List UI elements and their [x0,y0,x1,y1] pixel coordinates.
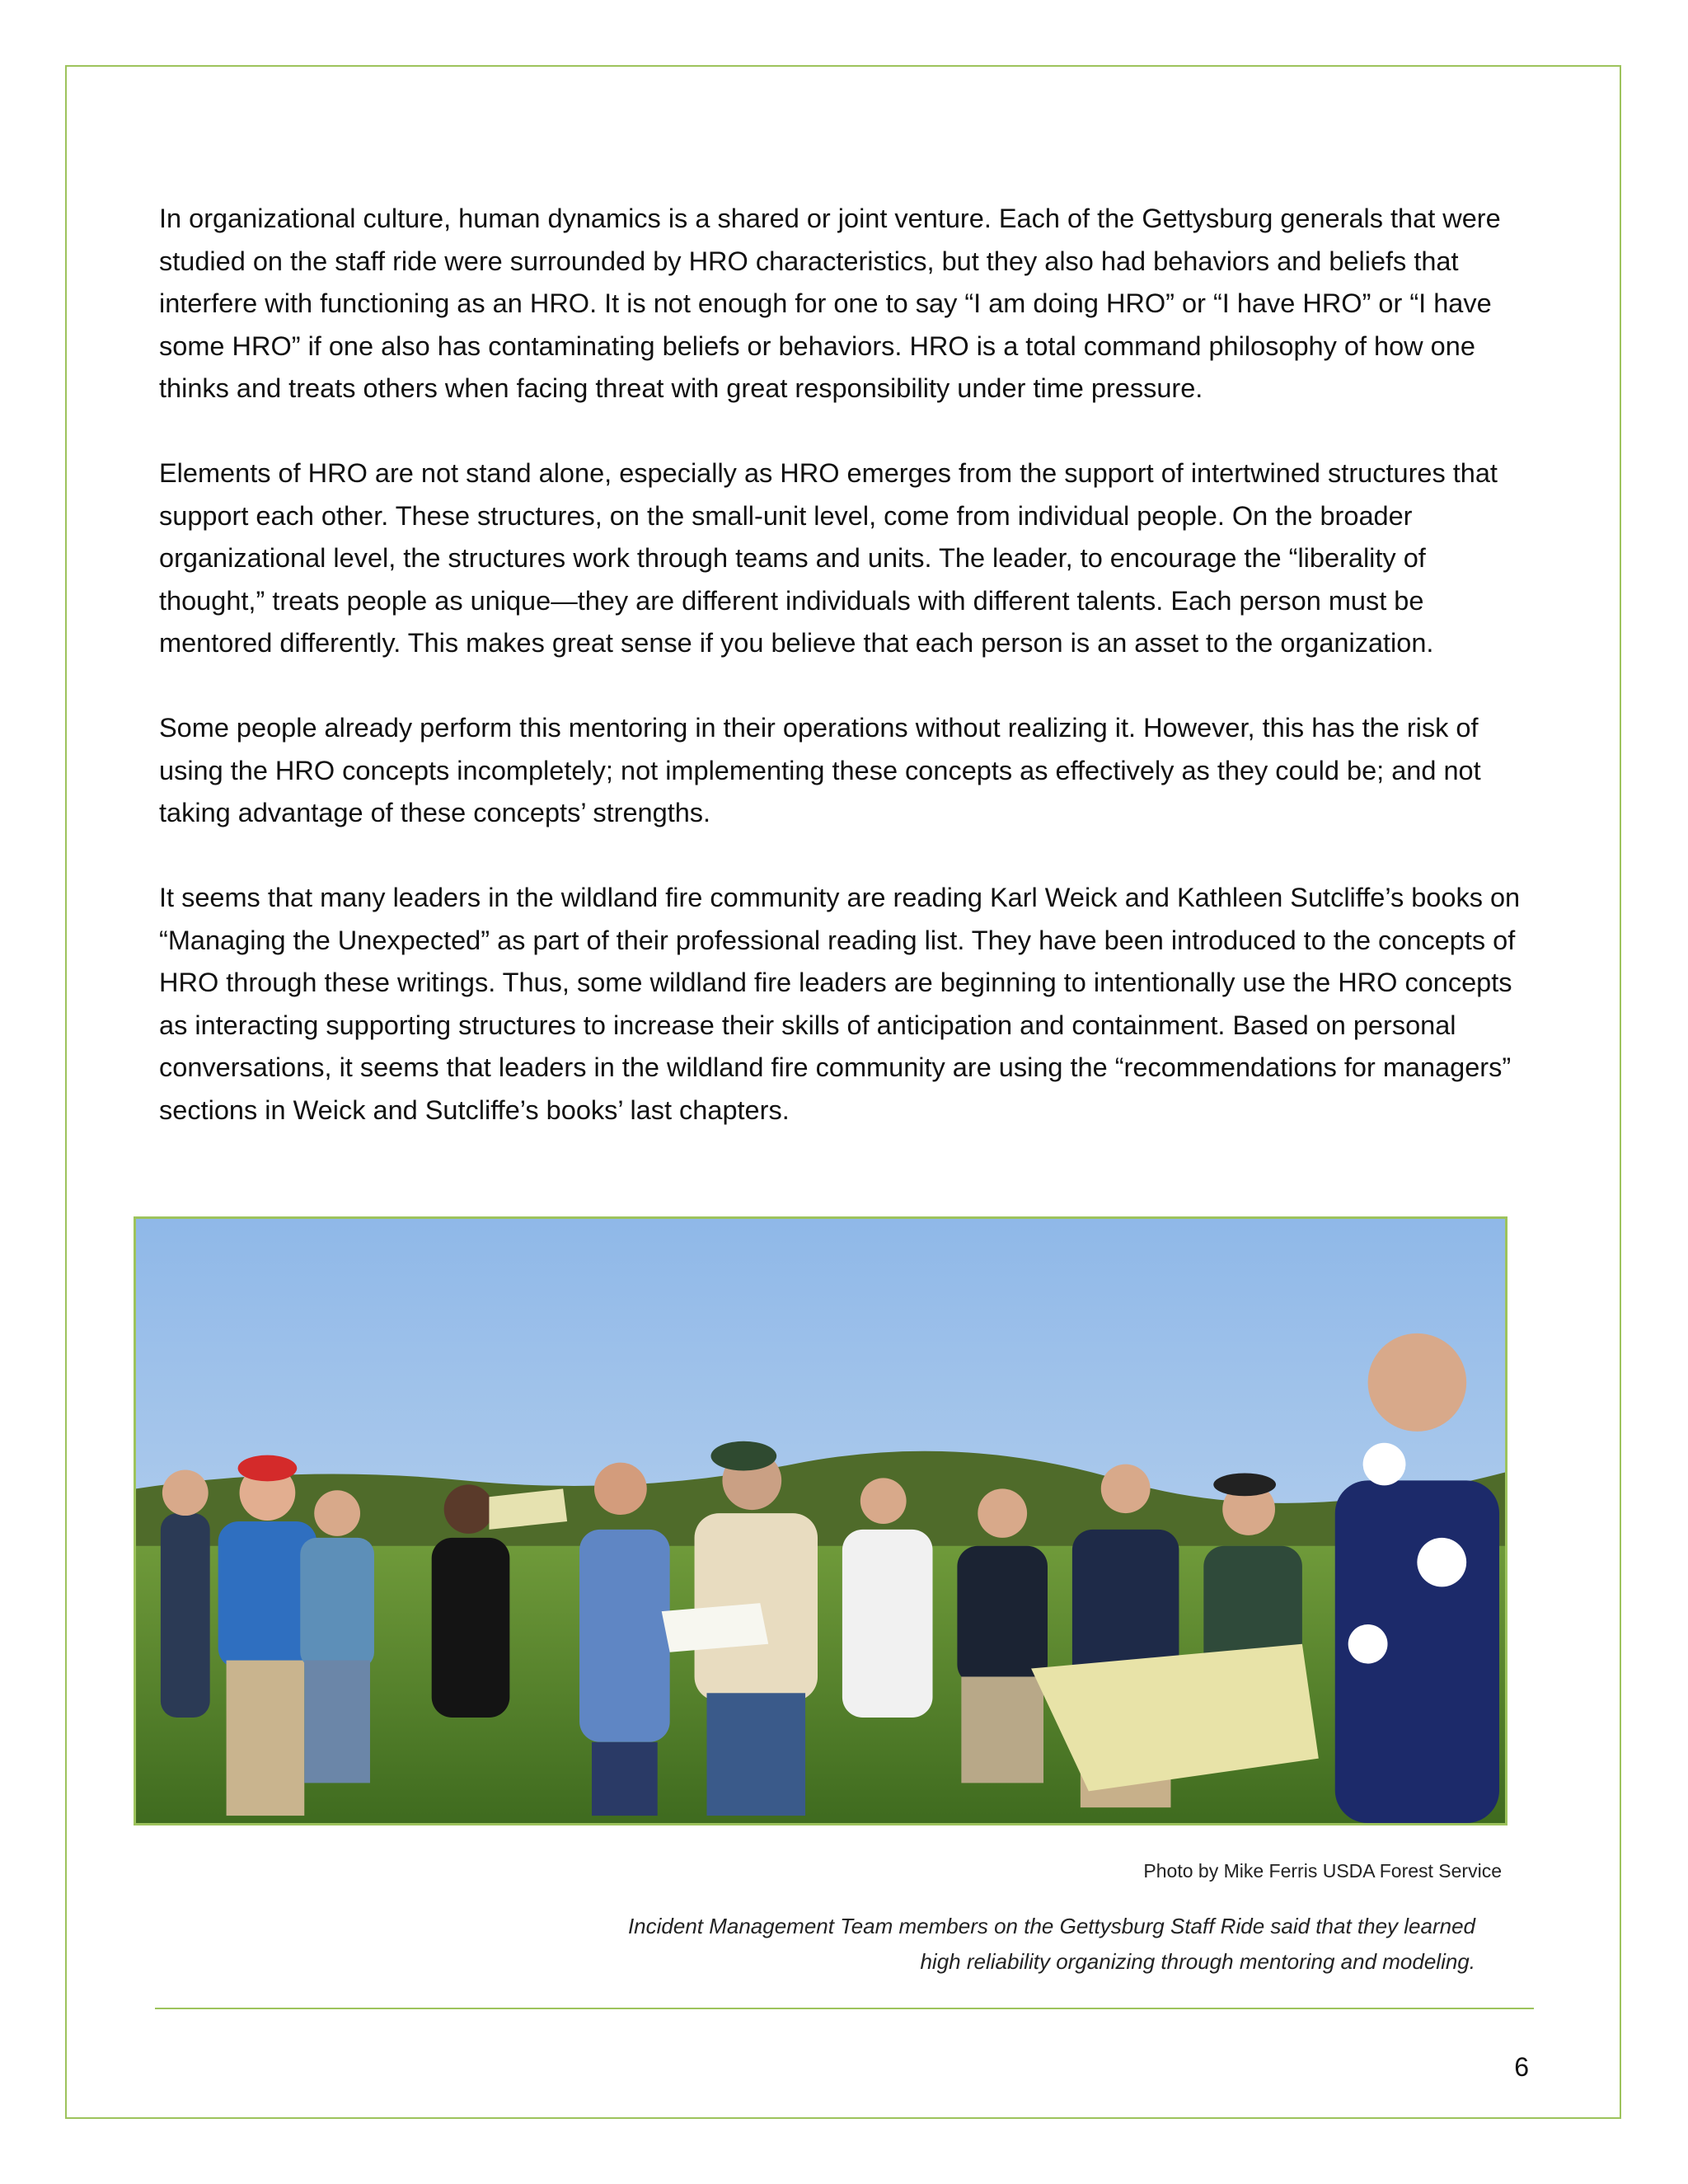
photo-caption [486,1909,1475,1980]
caption-line-1: Incident Management Team members on the Gettysburg Staff Ride said that they learned [627,1914,1475,1938]
group-photo [134,1216,1507,1825]
paragraph-4: It seems that many leaders in the wildland fire community are reading Karl Weick and Kathleen Sutcliffe’s books on “Managing the Unexpected” as part of their professional reading list. They have been introduced to the concepts of HRO through these writings. Thus, some wildland fire leaders are beginning to intentionally use the HRO concepts as interacting supporting structures to increase their skills of anticipation and containment. Based on personal conversations, it seems that leaders in the wildland fire community are using the “recommendations for managers” sections in Weick and Sutcliffe’s books’ last chapters. [159,883,1521,1125]
footer-divider [155,2008,1534,2009]
paragraph-3: Some people already perform this mentoring in their operations without realizing it. However, this has the risk of using the HRO concepts incompletely; not implementing these concepts as effectively as they could be; and not taking advantage of these concepts’ strengths. [159,713,1481,827]
paragraph-1: In organizational culture, human dynamics is a shared or joint venture. Each of the Gettysburg generals that were studied on the staff ride were surrounded by HRO characteristics, but they also had behaviors and beliefs that interfere with functioning as an HRO. It is not enough for one to say “I am doing HRO” or “I have HRO” or “I have some HRO” if one also has contaminating beliefs or behaviors. HRO is a total command philosophy of how one thinks and treats others when facing threat with great responsibility under time pressure. [159,204,1501,403]
photo-credit: Photo by Mike Ferris USDA Forest Service [1143,1860,1502,1882]
photo-illustration [136,1219,1505,1823]
caption-line-2: high reliability organizing through mentoring and modeling. [920,1949,1475,1974]
paragraph-2: Elements of HRO are not stand alone, especially as HRO emerges from the support of intertwined structures that support each other. These structures, on the small-unit level, come from individual people. On the broader organizational level, the structures work through teams and units. The leader, to encourage the “liberality of thought,” treats people as unique—they are different individuals with different talents. Each person must be mentored differently. This makes great sense if you believe that each person is an asset to the organization. [159,458,1498,658]
body-text [159,198,1536,1174]
page-number: 6 [1514,2052,1529,2082]
